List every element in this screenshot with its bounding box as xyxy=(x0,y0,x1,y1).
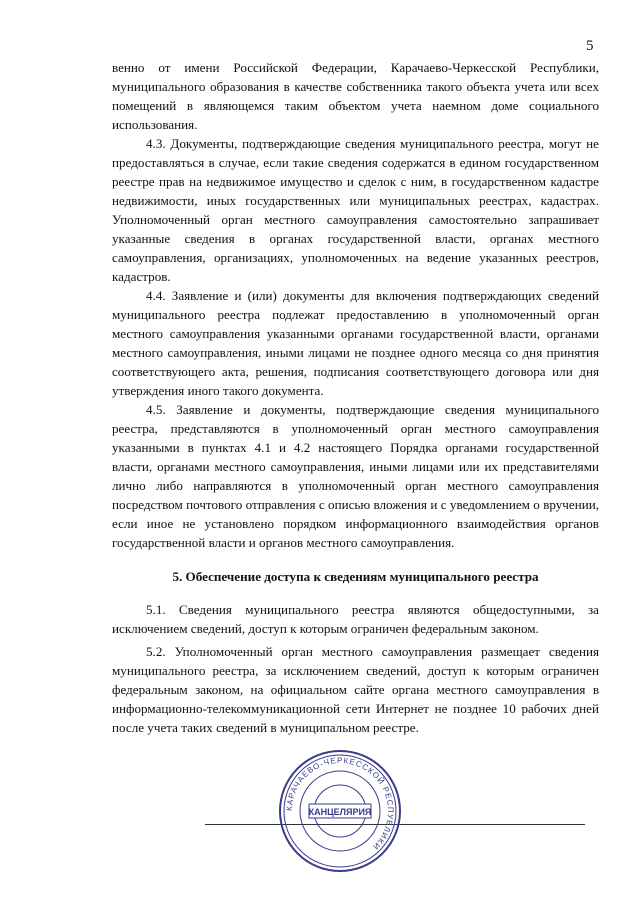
paragraph-continuation: венно от имени Российской Федерации, Карачаево-Черкесской Республики, муниципального образования в качестве собственника такого объекта учета или всех помещений в являющемся таким объектом учета наемном доме социального использования. xyxy=(112,60,599,132)
document-body xyxy=(112,58,599,737)
paragraph-4-4: 4.4. Заявление и (или) документы для включения подтверждающих сведений муниципального реестра подлежат предоставлению в уполномоченный орган местного самоуправления указанными органами государственной власти, органами местного самоуправления, иными лицами не позднее одного месяца со дня принятия соответствующего акта, решения, подписания соответствующего договора или дня утверждения иного такого документа. xyxy=(112,288,599,398)
paragraph-5-1: 5.1. Сведения муниципального реестра являются общедоступными, за исключением сведений, доступ к которым ограничен федеральным законом. xyxy=(112,602,599,636)
paragraph-4-3: 4.3. Документы, подтверждающие сведения муниципального реестра, могут не предоставляться в случае, если такие сведения содержатся в едином государственном реестре прав на недвижимое имущество и сделок с ним, в государственном кадастре недвижимости, иных государственных или муниципальных реестрах, кадастрах. Уполномоченный орган местного самоуправления самостоятельно запрашивает указанные сведения в органах государственной власти, органах местного самоуправления, организациях, уполномоченных на ведение указанных реестров, кадастров. xyxy=(112,136,599,284)
official-stamp xyxy=(277,748,403,874)
stamp-center-text: КАНЦЕЛЯРИЯ xyxy=(308,807,372,817)
page-number: 5 xyxy=(586,38,594,54)
paragraph-4-5: 4.5. Заявление и документы, подтверждающие сведения муниципального реестра, представляются в уполномоченный орган местного самоуправления указанными в пунктах 4.1 и 4.2 настоящего Порядка органами государственной власти, органами местного самоуправления, иными лицами или их представителями лично либо направляются в уполномоченный орган местного самоуправления посредством почтового отправления с описью вложения и с уведомлением о вручении, если иное не установлено порядком информационного взаимодействия органов государственной власти и органов местного самоуправления. xyxy=(112,402,599,550)
stamp-ring-text: КАРАЧАЕВО-ЧЕРКЕССКОЙ РЕСПУБЛИКИ xyxy=(284,755,396,852)
paragraph-5-2: 5.2. Уполномоченный орган местного самоуправления размещает сведения муниципального реестра, за исключением сведений, доступ к которым ограничен федеральным законом, на официальном сайте органа местного самоуправления в информационно-телекоммуникационной сети Интернет не позднее 10 рабочих дней после учета таких сведений в муниципальном реестре. xyxy=(112,644,599,735)
section-heading: 5. Обеспечение доступа к сведениям муниципального реестра xyxy=(172,569,539,584)
